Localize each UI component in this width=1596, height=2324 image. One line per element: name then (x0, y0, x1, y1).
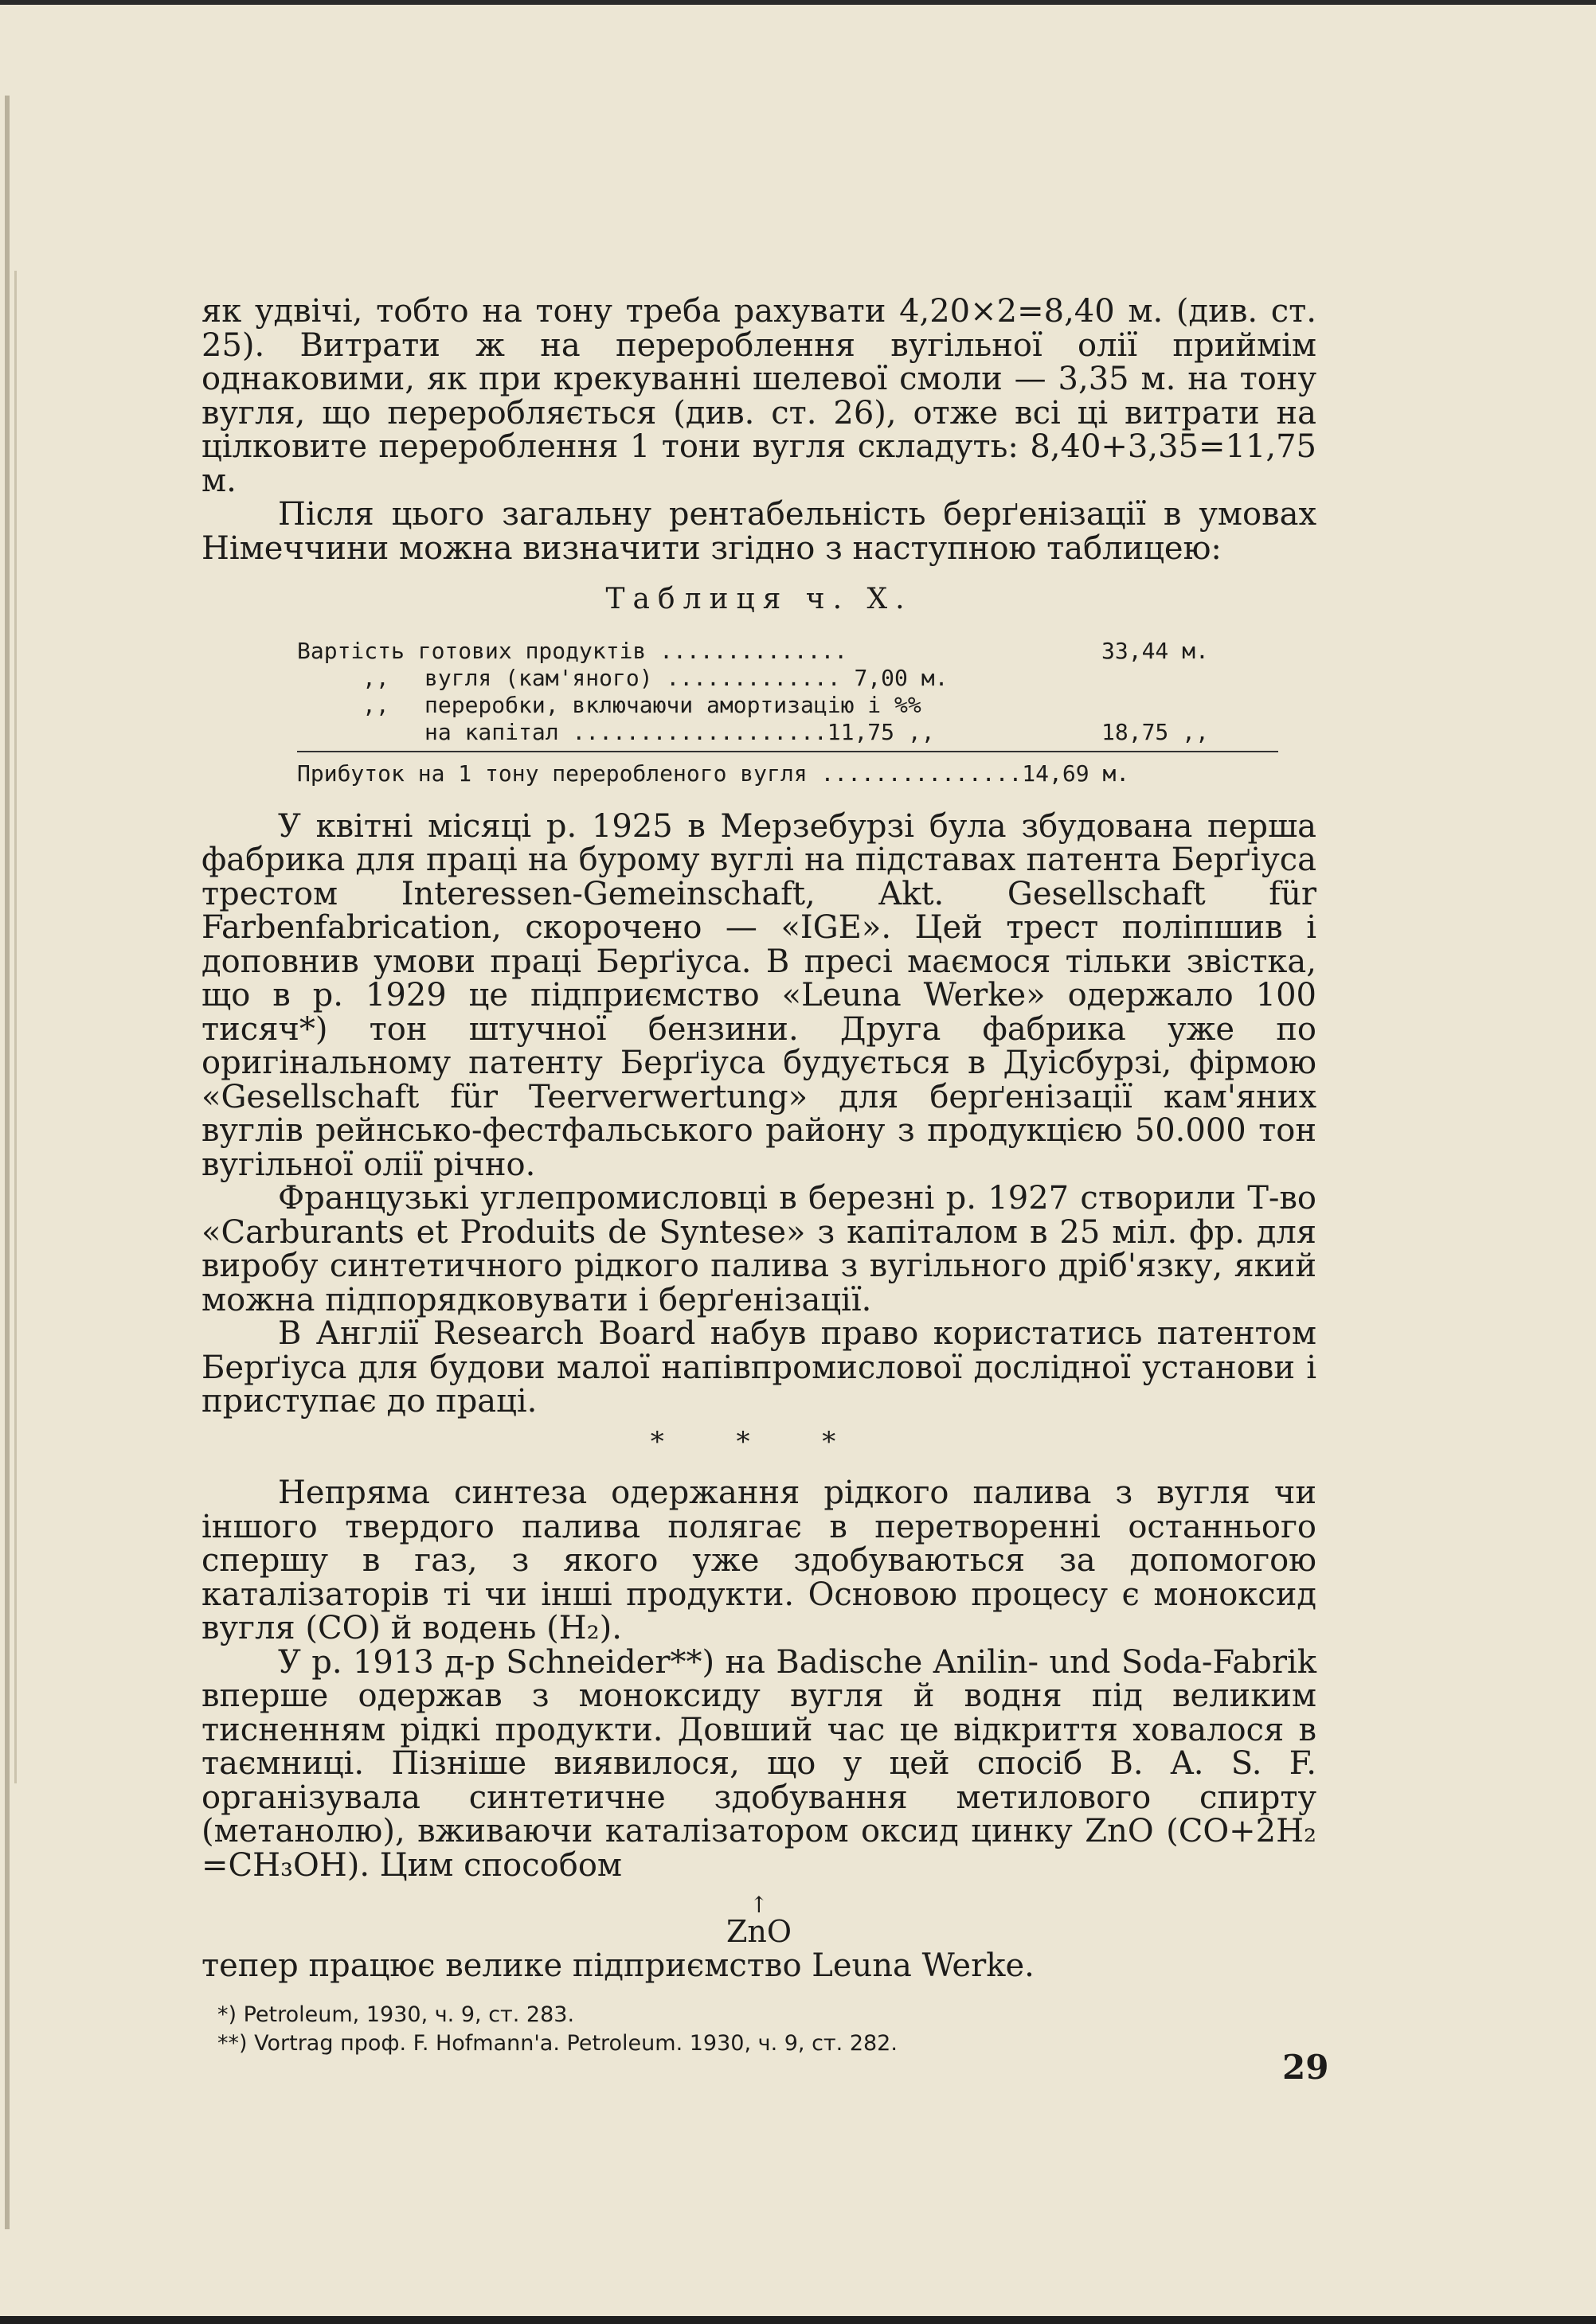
table-row (297, 638, 1278, 665)
page-content (201, 295, 1316, 2058)
paragraph-5: В Англії Research Board набув право користатись патентом Берґіуса для будови малої напівпромислової дослідної установи і приступає до праці. (201, 1315, 1316, 1420)
catalyst-label: ZnO (726, 1914, 792, 1949)
table-title: Таблиця ч. X. (605, 583, 913, 615)
paragraph-1: як удвічі, тобто на тону треба рахувати 4,20×2=8,40 м. (див. ст. 25). Витрати ж на перероблення вугільної олії приймім однаковими, як при крекуванні шелевої смоли — 3,35 м. на тону вугля, що переробляється (див. ст. 26), отже всі ці витрати на цілковите перероблення 1 тони вугля складуть: 8,40+3,35=11,75 м. (201, 293, 1316, 499)
page-binding-edge (5, 96, 10, 2229)
page-edge-bottom (0, 2316, 1596, 2324)
paragraph-3: У квітні місяці р. 1925 в Мерзебурзі була збудована перша фабрика для праці на бурому вуглі на підставах патента Берґіуса трестом Interessen-Gemeinschaft, Akt. Gesellschaft für Farbenfabrication, скорочено — «IGE». Цей трест поліпшив і доповнив умови праці Берґіуса. В пресі маємося тільки звістка, що в р. 1929 це підприємство «Leuna Werke» одержало 100 тисяч*) тон штучної бензини. Друга фабрика уже по оригінальному патенту Берґіуса будується в Дуісбурзі, фірмою «Gesellschaft für Teerverwertung» для берґенізації кам'яних вуглів рейнсько-фестфальського району з продукцією 50.000 тон вугільної олії річно. (201, 807, 1316, 1183)
up-arrow-icon: ↑ (749, 1892, 769, 1918)
section-divider-stars: * * * (650, 1425, 868, 1458)
page-binding-edge-inner (14, 271, 17, 1783)
paragraph-7: У р. 1913 д-р Schneider**) на Badische Anilin- und Soda-Fabrik вперше одержав з моноксиду вугля й водня під великим тисненням рідкі продукти. Довший час це відкриття ховалося в таємниці. Пізніше виявилося, що у цей спосіб B. A. S. F. організувала синтетичне здобування метилового спирту (метанолю), вживаючи каталізатором оксид цинку ZnO (CO+2H₂ =CH₃OH). Цим способом (201, 1643, 1316, 1884)
table-row (297, 719, 1278, 746)
table-row (297, 692, 1278, 719)
table-divider (297, 751, 1278, 752)
table-cell-label: на капітал ...................11,75 ,, (424, 718, 935, 745)
table-ditto-mark: ,, (362, 664, 389, 691)
page-number: 29 (1282, 2048, 1329, 2087)
footnote-1: *) Petroleum, 1930, ч. 9, ст. 283. (217, 2002, 575, 2027)
table-total-row (297, 760, 1278, 789)
catalyst-formula (201, 1892, 1316, 1949)
profitability-table (297, 638, 1278, 789)
paragraph-2: Після цього загальну рентабельність берґенізації в умовах Німеччини можна визначити згідно з наступною таблицею: (201, 496, 1316, 567)
table-ditto-mark: ,, (362, 691, 389, 718)
table-cell-label: переробки, включаючи амортизацію і %% (424, 691, 921, 718)
footnotes (217, 2001, 1316, 2058)
table-cell-value: 18,75 ,, (1101, 718, 1209, 745)
paragraph-4: Французькі углепромисловці в березні р. 1927 створили Т-во «Carburants et Produits de Syntese» з капіталом в 25 міл. фр. для виробу синтетичного рідкого палива з вугільного дріб'язку, який можна підпорядковувати і берґенізації. (201, 1180, 1316, 1318)
table-cell-label: Вартість готових продуктів .............. (297, 637, 848, 664)
table-total-label: Прибуток на 1 тону переробленого вугля ...............14,69 м. (297, 760, 1130, 787)
table-cell-label: вугля (кам'яного) ............. 7,00 м. (424, 664, 949, 691)
page-edge-top (0, 0, 1596, 5)
paragraph-8: тепер працює велике підприємство Leuna Werke. (201, 1947, 1035, 1984)
table-cell-value: 33,44 м. (1101, 637, 1209, 664)
table-row (297, 665, 1278, 692)
footnote-2: **) Vortrag проф. F. Hofmann'a. Petroleum. 1930, ч. 9, ст. 282. (217, 2030, 898, 2056)
paragraph-6: Непряма синтеза одержання рідкого палива з вугля чи іншого твердого палива полягає в перетворенні останнього спершу в газ, з якого уже здобуваються за допомогою каталізаторів ті чи інші продукти. Основою процесу є моноксид вугля (CO) й водень (H₂). (201, 1474, 1316, 1646)
